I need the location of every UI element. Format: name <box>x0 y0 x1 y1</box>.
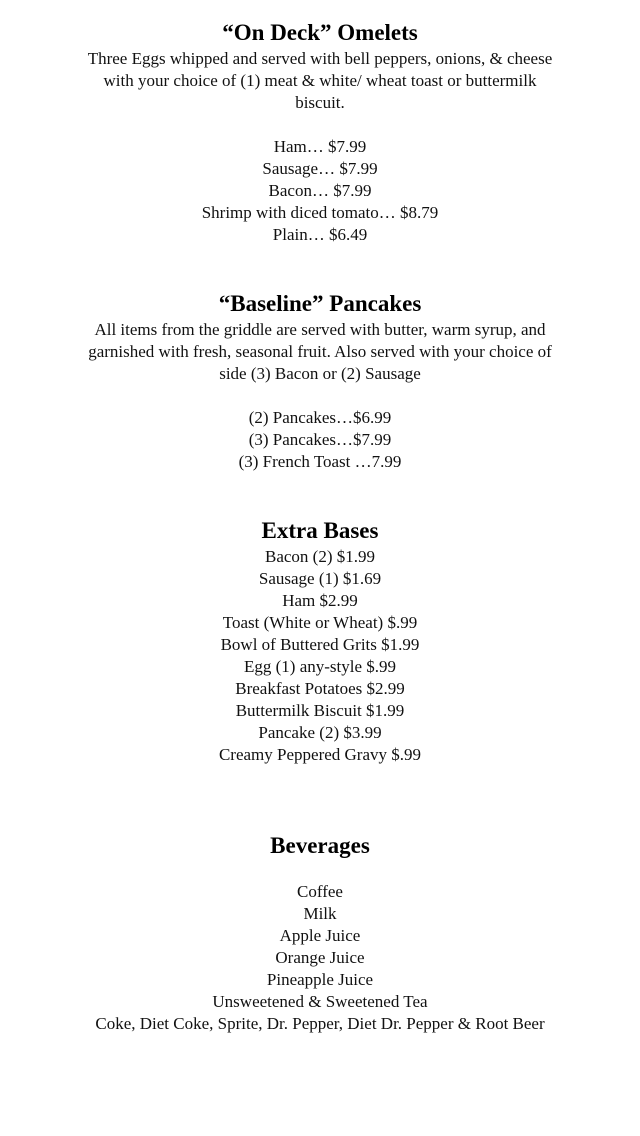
menu-item: Coffee <box>297 882 343 901</box>
omelets-section <box>0 18 640 246</box>
beverages-list <box>85 881 555 1035</box>
menu-item: Breakfast Potatoes $2.99 <box>235 679 405 698</box>
menu-item: Unsweetened & Sweetened Tea <box>212 992 428 1011</box>
menu-item: Pineapple Juice <box>266 970 374 989</box>
menu-item: (2) Pancakes…$6.99 <box>248 408 392 427</box>
extras-title: Extra Bases <box>261 518 379 543</box>
omelets-title: “On Deck” Omelets <box>222 20 418 45</box>
pancakes-title: “Baseline” Pancakes <box>218 291 422 316</box>
menu-item: Ham $2.99 <box>282 591 358 610</box>
menu-item: Bacon… $7.99 <box>268 181 372 200</box>
menu-item: Pancake (2) $3.99 <box>258 723 382 742</box>
extras-section <box>0 516 640 766</box>
pancakes-description: All items from the griddle are served with butter, warm syrup, and garnished with fresh, seasonal fruit. Also served with your choice of side (3) Bacon or (2) Sausage <box>88 320 552 383</box>
pancakes-section <box>0 289 640 473</box>
menu-item: Apple Juice <box>279 926 361 945</box>
omelets-description: Three Eggs whipped and served with bell peppers, onions, & cheese with your choice of (1) meat & white/ wheat toast or buttermilk biscuit. <box>87 49 553 112</box>
menu-item: Toast (White or Wheat) $.99 <box>222 613 418 632</box>
menu-item: Coke, Diet Coke, Sprite, Dr. Pepper, Diet Dr. Pepper & Root Beer <box>95 1014 545 1033</box>
extras-list <box>0 546 640 766</box>
menu-item: Buttermilk Biscuit $1.99 <box>235 701 405 720</box>
menu-item: Bacon (2) $1.99 <box>264 547 375 566</box>
menu-item: Milk <box>303 904 337 923</box>
menu-item: (3) French Toast …7.99 <box>238 452 402 471</box>
menu-item: Sausage (1) $1.69 <box>258 569 382 588</box>
pancakes-list <box>0 407 640 473</box>
menu-item: Shrimp with diced tomato… $8.79 <box>201 203 439 222</box>
menu-item: Egg (1) any-style $.99 <box>243 657 397 676</box>
menu-item: Bowl of Buttered Grits $1.99 <box>220 635 420 654</box>
menu-item: Plain… $6.49 <box>272 225 368 244</box>
menu-item: Ham… $7.99 <box>273 137 367 156</box>
beverages-section <box>0 831 640 1035</box>
menu-item: Sausage… $7.99 <box>262 159 378 178</box>
menu-item: Orange Juice <box>275 948 365 967</box>
menu-item: Creamy Peppered Gravy $.99 <box>218 745 422 764</box>
menu-item: (3) Pancakes…$7.99 <box>248 430 392 449</box>
omelets-list <box>0 136 640 246</box>
beverages-title: Beverages <box>270 833 370 858</box>
